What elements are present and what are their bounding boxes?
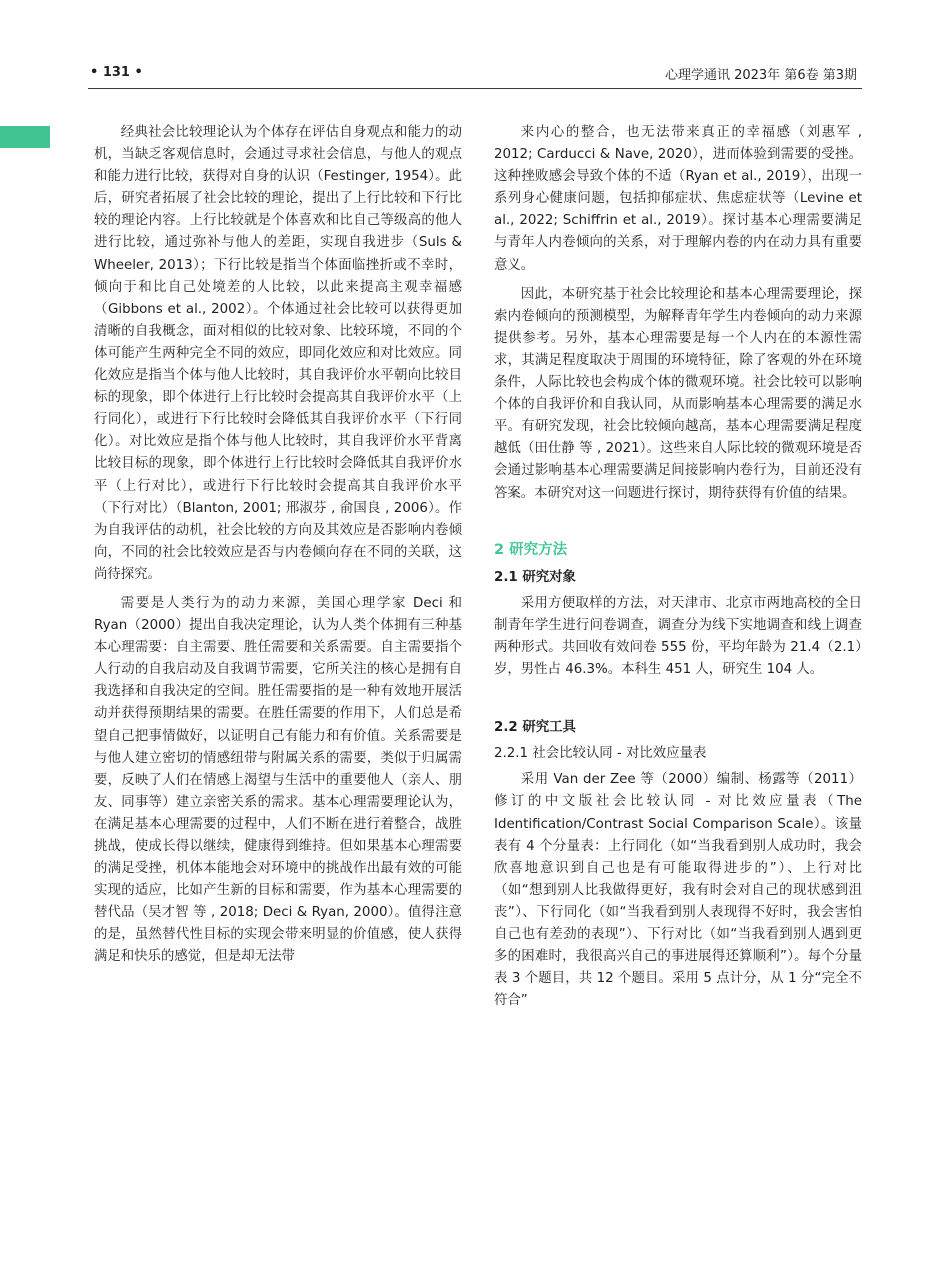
paragraph-needs-frustration: 来内心的整合，也无法带来真正的幸福感（刘惠军 , 2012; Carducci & Nave, 2020），进而体验到需要的受挫。这种挫败感会导致个体的不适（Ryan et al., 2019），出现一系列身心健康问题，包括抑郁症状、焦虑症状等（Levine et al., 2022; Schiffrin et al., 2019）。探讨基本心理需要满足与青年人内卷倾向的关系，对于理解内卷的内在动力具有重要意义。 (494, 125, 862, 273)
subsection-title-participants: 2.1 研究对象 (494, 569, 576, 585)
header-rule (88, 88, 862, 89)
subsection-title-instruments: 2.2 研究工具 (494, 720, 576, 736)
paragraph-participants: 采用方便取样的方法，对天津市、北京市两地高校的全日制青年学生进行问卷调查，调查分为线下实地调查和线上调查两种形式。共回收有效问卷 555 份，平均年龄为 21.4（2.1）岁，男性占 46.3%。本科生 451 人，研究生 104 人。 (494, 595, 862, 678)
page-header (0, 0, 950, 110)
left-column (94, 122, 462, 969)
journal-info: 心理学通讯 2023年 第6卷 第3期 (664, 68, 857, 83)
page-number: • 131 • (90, 65, 143, 80)
paragraph-scale: 采用 Van der Zee 等（2000）编制、杨露等（2011）修订的中文版社会比较认同 - 对比效应量表（The Identification/Contrast Social Comparison Scale）。该量表有 4 个分量表：上行同化（如“当我看到别人成功时，我会欣喜地意识到自己也是有可能取得进步的”）、上行对比（如“想到别人比我做得更好，我有时会对自己的现状感到沮丧”）、下行同化（如“当我看到别人表现得不好时，我会害怕自己也有差劲的表现”）、下行对比（如“当我看到别人遇到更多的困难时，我很高兴自己的事进展得还算顺利”）。每个分量表 3 个题目，共 12 个题目。采用 5 点计分，从 1 分“完全不符合” (494, 772, 862, 1009)
right-column (494, 122, 862, 1012)
section-title-methods: 2 研究方法 (494, 541, 568, 558)
subsubsection-title-scale: 2.2.1 社会比较认同 - 对比效应量表 (494, 746, 707, 762)
paragraph-social-comparison: 经典社会比较理论认为个体存在评估自身观点和能力的动机，当缺乏客观信息时，会通过寻求社会信息，与他人的观点和能力进行比较，获得对自身的认识（Festinger, 1954）。此后，研究者拓展了社会比较的理论，提出了上行比较和下行比较的理论内容。上行比较就是个体喜欢和比自己等级高的他人进行比较，通过弥补与他人的差距，实现自我进步（Suls & Wheeler, 2013）；下行比较是指当个体面临挫折或不幸时，倾向于和比自己处境差的人比较，以此来提高主观幸福感（Gibbons et al., 2002）。个体通过社会比较可以获得更加清晰的自我概念，面对相似的比较对象、比较环境，不同的个体可能产生两种完全不同的效应，即同化效应和对比效应。同化效应是指当个体与他人比较时，其自我评价水平朝向比较目标的现象，即个体进行上行比较时会提高其自我评价水平（上行同化），或进行下行比较时会降低其自我评价水平（下行同化）。对比效应是指个体与他人比较时，其自我评价水平背离比较目标的现象，即个体进行上行比较时会降低其自我评价水平（上行对比），或进行下行比较时会提高其自我评价水平（下行对比）（Blanton, 2001; 邢淑芬 , 俞国良 , 2006）。作为自我评估的动机，社会比较的方向及其效应是否影响内卷倾向，不同的社会比较效应是否与内卷倾向存在不同的关联，这尚待探究。 (94, 125, 462, 582)
paragraph-study-aim: 因此，本研究基于社会比较理论和基本心理需要理论，探索内卷倾向的预测模型，为解释青年学生内卷倾向的动力来源提供参考。另外，基本心理需要是每一个人内在的本源性需求，其满足程度取决于周围的环境特征，除了客观的外在环境条件，人际比较也会构成个体的微观环境。社会比较可以影响个体的自我评价和自我认同，从而影响基本心理需要的满足水平。有研究发现，社会比较倾向越高，基本心理需要满足程度越低（田仕静 等 , 2021）。这些来自人际比较的微观环境是否会通过影响基本心理需要满足间接影响内卷行为，目前还没有答案。本研究对这一问题进行探讨，期待获得有价值的结果。 (494, 286, 862, 501)
paragraph-basic-needs: 需要是人类行为的动力来源，美国心理学家 Deci 和 Ryan（2000）提出自我决定理论，认为人类个体拥有三种基本心理需要：自主需要、胜任需要和关系需要。自主需要指个人行动的自我启动及自我调节需要，它所关注的核心是拥有自我选择和自我决定的空间。胜任需要指的是一种有效地开展活动并获得预期结果的需要。在胜任需要的作用下，人们总是希望自己把事情做好，以证明自己有能力和有价值。关系需要是与他人建立密切的情感纽带与附属关系的需要，类似于归属需要，反映了人们在情感上渴望与生活中的重要他人（亲人、朋友、同事等）建立亲密关系的需求。基本心理需要理论认为，在满足基本心理需要的过程中，人们不断在进行着整合，战胜挑战，使成长得以继续，健康得到维持。但如果基本心理需要的满足受挫，机体本能地会对环境中的挑战作出最有效的可能实现的适应，比如产生新的目标和需要，作为基本心理需要的替代品（吴才智 等 , 2018; Deci & Ryan, 2000）。值得注意的是，虽然替代性目标的实现会带来明显的价值感，使人获得满足和快乐的感觉，但是却无法带 (94, 595, 462, 965)
section-tab-marker (0, 126, 50, 148)
